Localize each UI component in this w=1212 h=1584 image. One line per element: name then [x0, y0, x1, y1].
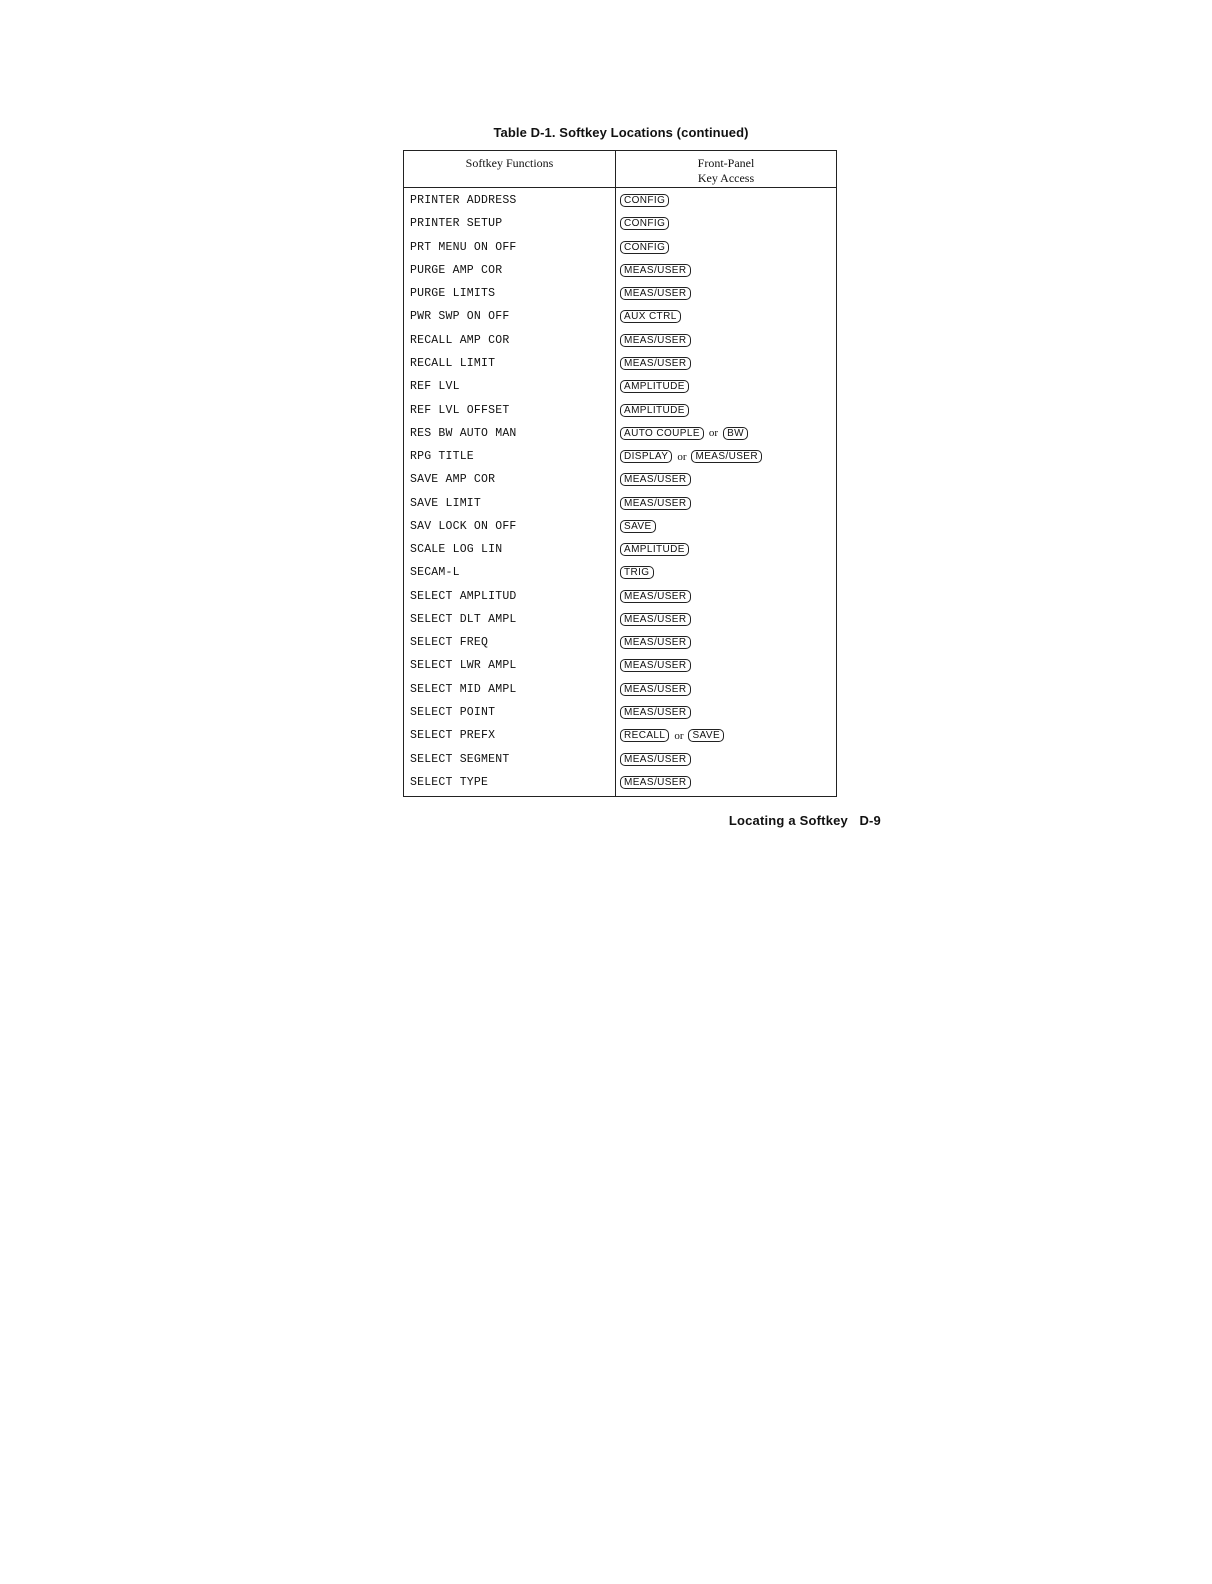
- front-panel-key: CONFIG: [620, 241, 669, 254]
- front-panel-key: CONFIG: [620, 217, 669, 230]
- front-panel-key: MEAS/USER: [620, 287, 691, 300]
- softkey-locations-table: [403, 150, 837, 797]
- softkey-name: SCALE LOG LIN: [410, 543, 503, 557]
- softkey-name: PRINTER ADDRESS: [410, 194, 517, 208]
- key-access-cell: [616, 724, 836, 747]
- softkey-name: PURGE LIMITS: [410, 287, 496, 301]
- softkey-name: RECALL LIMIT: [410, 356, 496, 370]
- softkey-name: SAVE LIMIT: [410, 496, 482, 510]
- key-access-cell: [616, 631, 836, 654]
- key-access-cell: [616, 236, 836, 259]
- softkey-name: REF LVL OFFSET: [410, 403, 510, 417]
- key-access-cell: [616, 375, 836, 398]
- key-access-cell: [616, 491, 836, 514]
- front-panel-key: BW: [723, 427, 748, 440]
- front-panel-key: MEAS/USER: [620, 776, 691, 789]
- front-panel-key: RECALL: [620, 729, 669, 742]
- softkey-name: PRT MENU ON OFF: [410, 240, 517, 254]
- or-connector: or: [677, 450, 687, 463]
- softkey-name: SELECT SEGMENT: [410, 752, 510, 766]
- front-panel-key: MEAS/USER: [620, 753, 691, 766]
- table-body: [404, 188, 836, 796]
- softkey-name: REF LVL: [410, 380, 460, 394]
- softkey-name: SAV LOCK ON OFF: [410, 519, 517, 533]
- footer-page-number: D-9: [859, 813, 881, 828]
- front-panel-keys-column: [616, 188, 836, 796]
- softkey-name: PWR SWP ON OFF: [410, 310, 510, 324]
- header-front-panel-line2: Key Access: [697, 171, 755, 185]
- front-panel-key: MEAS/USER: [620, 613, 691, 626]
- softkey-name: SELECT PREFX: [410, 729, 496, 743]
- softkey-name: PRINTER SETUP: [410, 217, 503, 231]
- front-panel-key: MEAS/USER: [620, 497, 691, 510]
- softkey-name: SELECT LWR AMPL: [410, 659, 517, 673]
- key-access-cell: [616, 701, 836, 724]
- softkey-name: SELECT AMPLITUD: [410, 589, 517, 603]
- header-front-panel-key-access: [616, 151, 836, 187]
- softkey-name: RES BW AUTO MAN: [410, 426, 517, 440]
- key-access-cell: [616, 585, 836, 608]
- key-access-cell: [616, 654, 836, 677]
- key-access-cell: [616, 771, 836, 794]
- front-panel-key: AMPLITUDE: [620, 543, 689, 556]
- softkey-name: SELECT FREQ: [410, 636, 489, 650]
- front-panel-key: MEAS/USER: [620, 636, 691, 649]
- softkey-name: SELECT MID AMPL: [410, 682, 517, 696]
- softkey-name: RPG TITLE: [410, 450, 474, 464]
- key-access-cell: [616, 515, 836, 538]
- key-access-cell: [616, 561, 836, 584]
- header-softkey-functions: Softkey Functions: [404, 151, 616, 187]
- front-panel-key: MEAS/USER: [620, 334, 691, 347]
- table-caption: Table D-1. Softkey Locations (continued): [493, 125, 749, 140]
- key-access-cell: [616, 282, 836, 305]
- front-panel-key: AUX CTRL: [620, 310, 681, 323]
- header-front-panel-line1: Front-Panel: [697, 156, 755, 170]
- key-access-cell: [616, 678, 836, 701]
- front-panel-key: MEAS/USER: [691, 450, 762, 463]
- table-header: [404, 151, 836, 188]
- or-connector: or: [674, 729, 684, 742]
- front-panel-key: AMPLITUDE: [620, 380, 689, 393]
- front-panel-key: MEAS/USER: [620, 357, 691, 370]
- front-panel-key: CONFIG: [620, 194, 669, 207]
- key-access-cell: [616, 259, 836, 282]
- front-panel-key: MEAS/USER: [620, 590, 691, 603]
- front-panel-key: MEAS/USER: [620, 659, 691, 672]
- footer-section-title: Locating a Softkey: [728, 813, 848, 828]
- front-panel-key: DISPLAY: [620, 450, 672, 463]
- key-access-cell: [616, 468, 836, 491]
- page-footer: [700, 813, 881, 828]
- front-panel-key: TRIG: [620, 566, 654, 579]
- softkey-name: PURGE AMP COR: [410, 263, 503, 277]
- key-access-cell: [616, 538, 836, 561]
- softkey-functions-column: [404, 188, 616, 796]
- front-panel-key: MEAS/USER: [620, 683, 691, 696]
- key-access-cell: [616, 445, 836, 468]
- key-access-cell: [616, 352, 836, 375]
- key-access-cell: [616, 189, 836, 212]
- key-access-cell: [616, 329, 836, 352]
- softkey-name: RECALL AMP COR: [410, 333, 510, 347]
- key-access-cell: [616, 398, 836, 421]
- softkey-name: SELECT POINT: [410, 705, 496, 719]
- key-access-cell: [616, 212, 836, 235]
- key-access-cell: [616, 305, 836, 328]
- front-panel-key: MEAS/USER: [620, 473, 691, 486]
- front-panel-key: MEAS/USER: [620, 706, 691, 719]
- softkey-name: SAVE AMP COR: [410, 473, 496, 487]
- or-connector: or: [708, 427, 719, 440]
- front-panel-key: MEAS/USER: [620, 264, 691, 277]
- softkey-name: SELECT DLT AMPL: [410, 612, 517, 626]
- key-access-cell: [616, 747, 836, 770]
- softkey-name: SECAM-L: [410, 566, 460, 580]
- front-panel-key: SAVE: [620, 520, 656, 533]
- softkey-name: SELECT TYPE: [410, 775, 489, 789]
- front-panel-key: AUTO COUPLE: [620, 427, 704, 440]
- front-panel-key: AMPLITUDE: [620, 404, 689, 417]
- key-access-cell: [616, 608, 836, 631]
- key-access-cell: [616, 422, 836, 445]
- front-panel-key: SAVE: [688, 729, 724, 742]
